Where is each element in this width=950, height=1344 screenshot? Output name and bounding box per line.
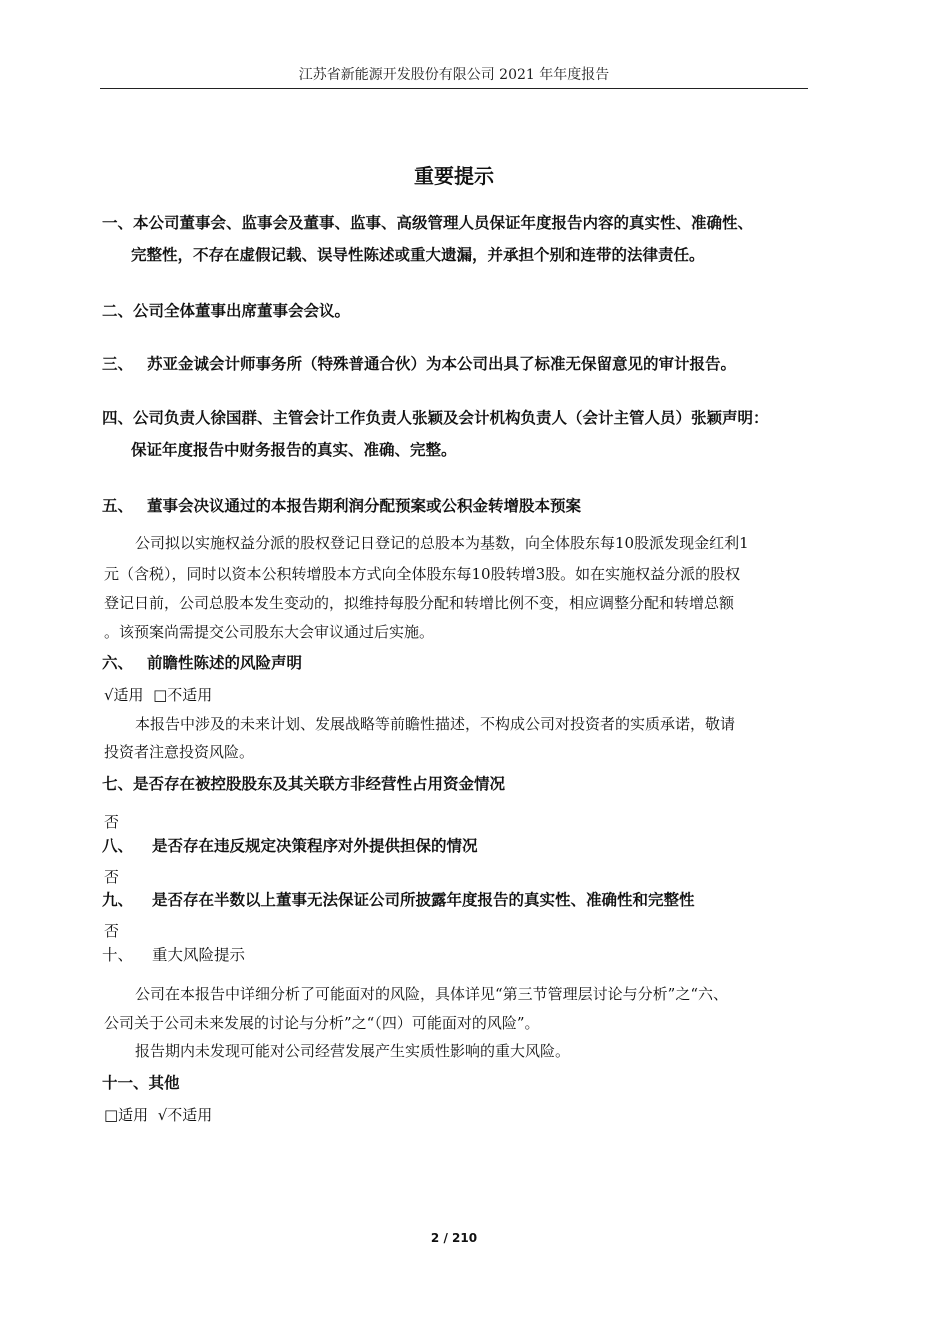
item-eleven-heading: 十一、其他 <box>102 1074 180 1092</box>
running-header: 江苏省新能源开发股份有限公司 2021 年年度报告 <box>298 67 610 83</box>
item-seven-answer: 否 <box>104 813 120 831</box>
page-title: 重要提示 <box>414 164 494 188</box>
item-five-number: 五、 <box>102 497 134 515</box>
item-five-paragraph-line: 公司拟以实施权益分派的股权登记日登记的总股本为基数，向全体股东每10股派发现金红利1 <box>135 534 749 552</box>
item-five-title: 董事会决议通过的本报告期利润分配预案或公积金转增股本预案 <box>147 497 582 515</box>
item-ten-paragraph-line: 公司在本报告中详细分析了可能面对的风险，具体详见“第三节管理层讨论与分析”之“六、 <box>135 985 729 1003</box>
item-five-heading <box>102 494 581 516</box>
item-seven-heading: 七、是否存在被控股股东及其关联方非经营性占用资金情况 <box>102 775 506 793</box>
item-ten-heading <box>102 943 245 965</box>
item-six-heading <box>102 651 302 673</box>
item-four-line2: 保证年度报告中财务报告的真实、准确、完整。 <box>131 441 457 459</box>
item-ten-title: 重大风险提示 <box>152 946 246 964</box>
item-three-number: 三、 <box>102 355 134 373</box>
item-six-paragraph-line: 投资者注意投资风险。 <box>104 743 255 761</box>
item-five-paragraph-line: 。该预案尚需提交公司股东大会审议通过后实施。 <box>104 623 435 641</box>
item-six-paragraph-line: 本报告中涉及的未来计划、发展战略等前瞻性描述，不构成公司对投资者的实质承诺，敬请 <box>135 715 736 733</box>
item-one-line2: 完整性，不存在虚假记载、误导性陈述或重大遗漏，并承担个别和连带的法律责任。 <box>131 246 705 264</box>
item-ten-paragraph-line: 公司关于公司未来发展的讨论与分析”之“（四）可能面对的风险”。 <box>104 1014 540 1032</box>
item-eight-answer: 否 <box>104 868 120 886</box>
item-eight-heading <box>102 834 478 856</box>
item-five-paragraph-line: 元（含税），同时以资本公积转增股本方式向全体股东每10股转增3股。如在实施权益分派的股权 <box>104 565 741 583</box>
item-one-line1: 一、本公司董事会、监事会及董事、监事、高级管理人员保证年度报告内容的真实性、准确性、 <box>102 214 754 232</box>
item-six-applicability: √适用 □不适用 <box>104 686 213 704</box>
item-nine-answer: 否 <box>104 922 120 940</box>
item-eight-title: 是否存在违反规定决策程序对外提供担保的情况 <box>152 837 478 855</box>
item-eleven-applicability: □适用 √不适用 <box>104 1106 213 1124</box>
item-nine-number: 九、 <box>102 891 134 909</box>
page-number: 2 / 210 <box>430 1231 478 1245</box>
header-divider <box>100 88 808 89</box>
item-six-number: 六、 <box>102 654 134 672</box>
item-two: 二、公司全体董事出席董事会会议。 <box>102 302 351 320</box>
item-ten-paragraph-line: 报告期内未发现可能对公司经营发展产生实质性影响的重大风险。 <box>135 1042 571 1060</box>
item-five-paragraph-line: 登记日前，公司总股本发生变动的，拟维持每股分配和转增比例不变，相应调整分配和转增总额 <box>104 594 735 612</box>
item-eight-number: 八、 <box>102 837 134 855</box>
item-ten-number: 十、 <box>102 946 134 964</box>
item-nine-heading <box>102 888 695 910</box>
item-four-line1: 四、公司负责人徐国群、主管会计工作负责人张颖及会计机构负责人（会计主管人员）张颖声明： <box>102 409 769 427</box>
item-three <box>102 352 736 374</box>
item-nine-title: 是否存在半数以上董事无法保证公司所披露年度报告的真实性、准确性和完整性 <box>152 891 695 909</box>
item-three-text: 苏亚金诚会计师事务所（特殊普通合伙）为本公司出具了标准无保留意见的审计报告。 <box>147 355 737 373</box>
item-six-title: 前瞻性陈述的风险声明 <box>147 654 303 672</box>
